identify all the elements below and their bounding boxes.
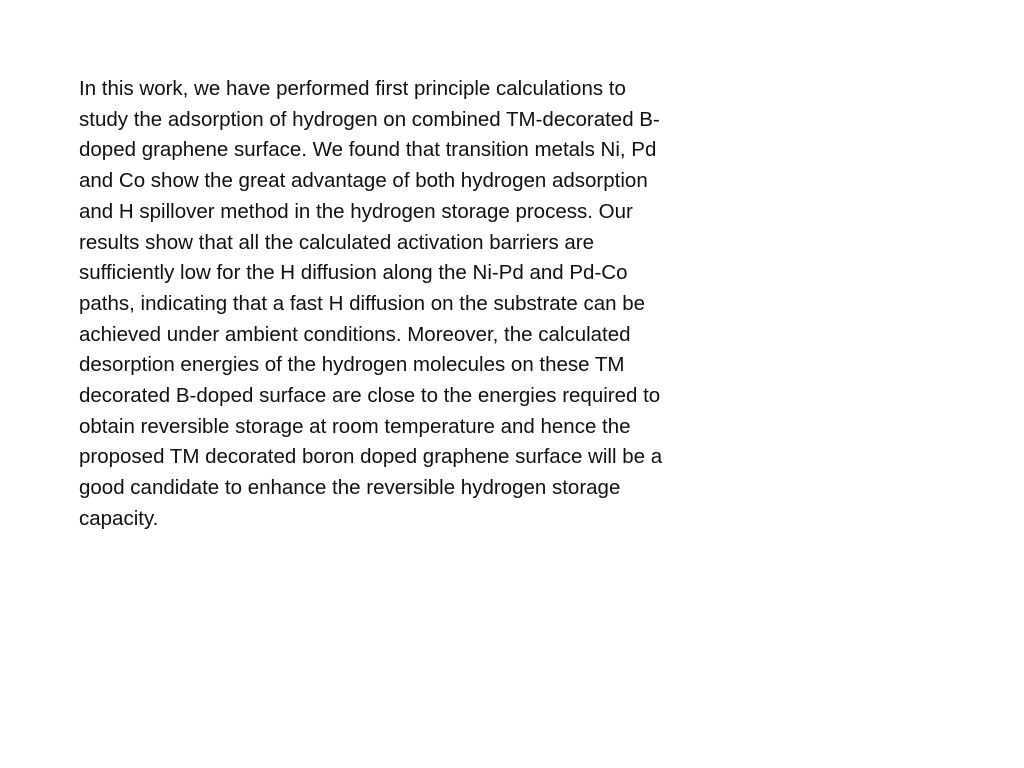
text-line: sufficiently low for the H diffusion along the Ni-Pd and Pd-Co [79, 261, 628, 285]
slide-body-text [79, 74, 779, 535]
text-line: desorption energies of the hydrogen molecules on these TM [79, 353, 625, 377]
text-line: In this work, we have performed first principle calculations to [79, 77, 626, 100]
text-line: good candidate to enhance the reversible hydrogen storage [79, 476, 621, 500]
text-line: capacity. [79, 506, 159, 530]
text-line: and Co show the great advantage of both hydrogen adsorption [79, 169, 648, 193]
text-line: achieved under ambient conditions. Moreover, the calculated [79, 322, 631, 346]
text-line: obtain reversible storage at room temperature and hence the [79, 414, 631, 438]
text-line: paths, indicating that a fast H diffusion on the substrate can be [79, 291, 646, 315]
text-line: doped graphene surface. We found that transition metals Ni, Pd [79, 138, 657, 162]
text-line: proposed TM decorated boron doped graphene surface will be a [79, 445, 663, 469]
text-line: study the adsorption of hydrogen on combined TM-decorated B- [79, 107, 660, 131]
text-line: results show that all the calculated activation barriers are [79, 230, 595, 254]
text-line: and H spillover method in the hydrogen storage process. Our [79, 199, 633, 223]
text-line: decorated B-doped surface are close to the energies required to [79, 384, 661, 408]
